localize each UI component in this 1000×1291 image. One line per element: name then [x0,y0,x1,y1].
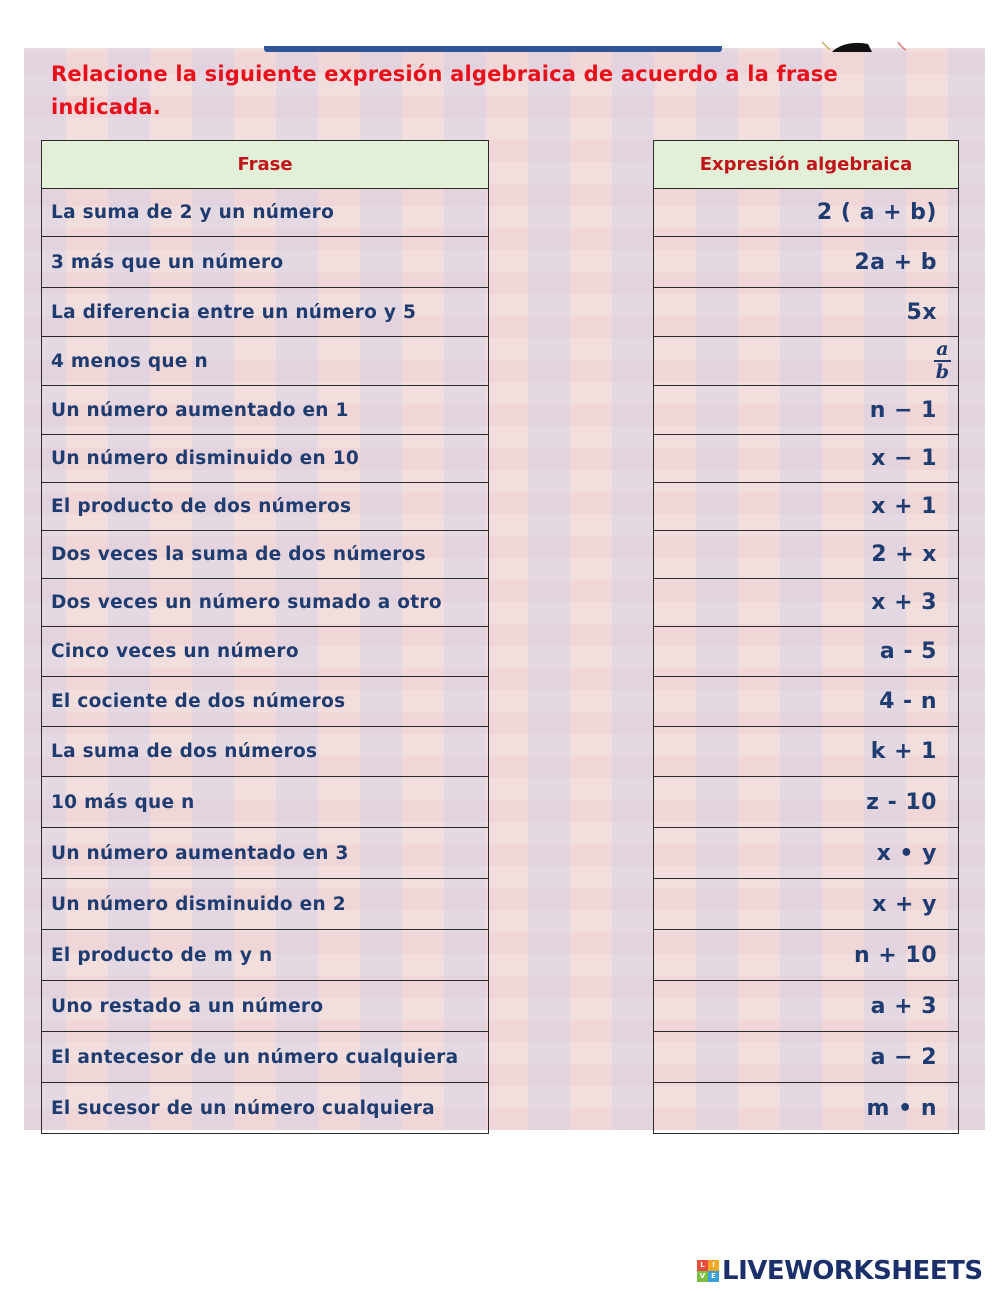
expresion-cell[interactable]: x + y [654,879,958,930]
liveworksheets-logo-text: LIVEWORKSHEETS [722,1256,983,1286]
expresion-cell[interactable]: n − 1 [654,386,958,435]
logo-icon-letter: V [697,1271,708,1282]
frase-cell: El producto de m y n [42,930,488,981]
expresion-cell[interactable] [654,337,958,386]
expresion-cell[interactable]: 2a + b [654,237,958,288]
expresion-cell[interactable]: 5x [654,288,958,337]
expresion-cell[interactable]: a - 5 [654,627,958,677]
expresion-cell[interactable]: 2 + x [654,531,958,579]
frase-cell: La diferencia entre un número y 5 [42,288,488,337]
frase-cell: Un número disminuido en 10 [42,435,488,483]
instruction-text: Relacione la siguiente expresión algebraica de acuerdo a la frase indicada. [51,62,838,119]
expresion-cell[interactable]: z - 10 [654,777,958,828]
expresion-cell[interactable]: a + 3 [654,981,958,1032]
frase-cell: Dos veces un número sumado a otro [42,579,488,627]
expresion-cell[interactable]: m • n [654,1083,958,1134]
expresion-cell[interactable]: k + 1 [654,727,958,777]
expresion-header: Expresión algebraica [654,141,958,189]
expresion-column [653,140,959,1134]
frase-header: Frase [42,141,488,189]
expresion-cell[interactable]: x + 1 [654,483,958,531]
frase-cell: El sucesor de un número cualquiera [42,1083,488,1134]
logo-icon-letter: L [697,1260,708,1271]
frase-cell: 10 más que n [42,777,488,828]
frase-cell: 4 menos que n [42,337,488,386]
expresion-cell[interactable]: 2 ( a + b) [654,189,958,237]
expresion-cell[interactable]: x − 1 [654,435,958,483]
frase-cell: Un número disminuido en 2 [42,879,488,930]
frase-column [41,140,489,1134]
logo-icon-letter: E [708,1271,719,1282]
frase-cell: Cinco veces un número [42,627,488,677]
frase-cell: Un número aumentado en 3 [42,828,488,879]
corner-decoration-icon [820,40,910,52]
frase-cell: El producto de dos números [42,483,488,531]
frase-cell: 3 más que un número [42,237,488,288]
frase-cell: Dos veces la suma de dos números [42,531,488,579]
frase-cell: Un número aumentado en 1 [42,386,488,435]
expresion-cell[interactable]: x + 3 [654,579,958,627]
title-bar-decoration [264,46,722,52]
fraction-denominator: b [935,361,950,383]
expresion-cell[interactable]: a − 2 [654,1032,958,1083]
logo-icon-letter: I [708,1260,719,1271]
expresion-cell[interactable]: x • y [654,828,958,879]
frase-cell: La suma de dos números [42,727,488,777]
frase-cell: Uno restado a un número [42,981,488,1032]
frase-cell: El cociente de dos números [42,677,488,727]
liveworksheets-logo-icon [697,1260,719,1282]
frase-cell: El antecesor de un número cualquiera [42,1032,488,1083]
frase-cell: La suma de 2 y un número [42,189,488,237]
liveworksheets-logo [697,1256,983,1286]
expresion-cell[interactable]: 4 - n [654,677,958,727]
fraction-numerator: a [936,338,949,360]
fraction-expression [934,340,951,382]
expresion-cell[interactable]: n + 10 [654,930,958,981]
